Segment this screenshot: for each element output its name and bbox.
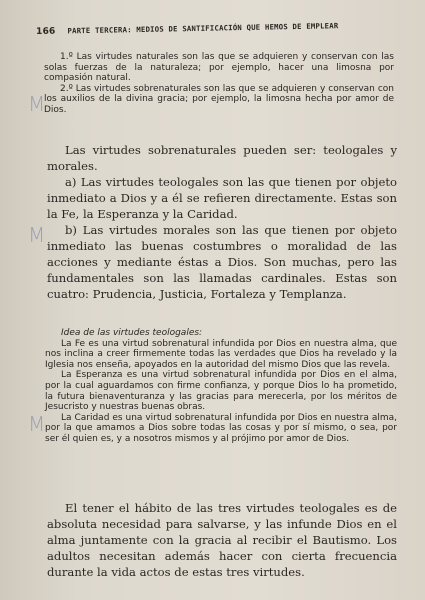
idea-caridad: La Caridad es una virtud sobrenatural infundida por Dios en nuestra alma, por la que amamos a Dios sobre todas las cosas y por sí mismo, o sea, por ser él quien es, y a nosotros mismos y al prójimo por amor de Dios. xyxy=(45,412,397,444)
idea-section xyxy=(45,328,397,445)
main-intro: Las virtudes sobrenaturales pueden ser: teologales y morales. xyxy=(47,143,397,173)
running-title: PARTE TERCERA: MEDIOS DE SANTIFICACIÓN QUE HEMOS DE EMPLEAR xyxy=(67,21,339,36)
page-number: 166 xyxy=(36,26,56,37)
idea-esperanza: La Esperanza es una virtud sobrenatural infundida por Dios en el alma, por la cual aguardamos con firme confianza, y porque Dios lo ha prometido, la futura bienaventuranza y las gracias para merecerla, por los méritos de Jesucristo y nuestras buenas obras. xyxy=(45,370,397,413)
point-b: b) Las virtudes morales son las que tienen por objeto inmediato las buenas costumbres o moralidad de las acciones y mediante éstas a Dios. Son muchas, pero las fundamentales son las llamadas cardinales. Estas son cuatro: Prudencia, Justicia, Fortaleza y Templanza. xyxy=(47,223,397,301)
note-naturales: 1.º Las virtudes naturales son las que se adquieren y conservan con las solas fuerzas de la naturaleza; por ejemplo, hacer una limosna por compasión natural. xyxy=(44,52,394,84)
note-sobrenaturales: 2.º Las virtudes sobrenaturales son las que se adquieren y conservan con los auxilios de la divina gracia; por ejemplo, la limosna hecha por amor de Dios. xyxy=(44,83,394,115)
idea-heading: Idea de las virtudes teologales: xyxy=(61,328,203,338)
closing-paragraph-block xyxy=(47,500,397,580)
point-a: a) Las virtudes teologales son las que tienen por objeto inmediato a Dios y a él se refieren directamente. Estas son la Fe, la Esperanza y la Caridad. xyxy=(47,175,397,221)
top-notes xyxy=(44,52,394,116)
page-header xyxy=(36,20,408,37)
main-text xyxy=(47,142,397,302)
idea-fe: La Fe es una virtud sobrenatural infundida por Dios en nuestra alma, que nos inclina a creer firmemente todas las verdades que Dios ha revelado y la Iglesia nos enseña, apoyados en la autoridad del mismo Dios que las revela. xyxy=(45,338,397,370)
pencil-mark-3: M xyxy=(28,412,46,436)
pencil-mark-2: M xyxy=(28,223,46,247)
closing-paragraph: El tener el hábito de las tres virtudes teologales es de absoluta necesidad para salvarse, y las infunde Dios en el alma juntamente con la gracia al recibir el Bautismo. Los adultos necesitan además hacer con cierta frecuencia durante la vida actos de estas tres virtudes. xyxy=(47,501,397,579)
pencil-mark-1: M xyxy=(28,92,46,116)
